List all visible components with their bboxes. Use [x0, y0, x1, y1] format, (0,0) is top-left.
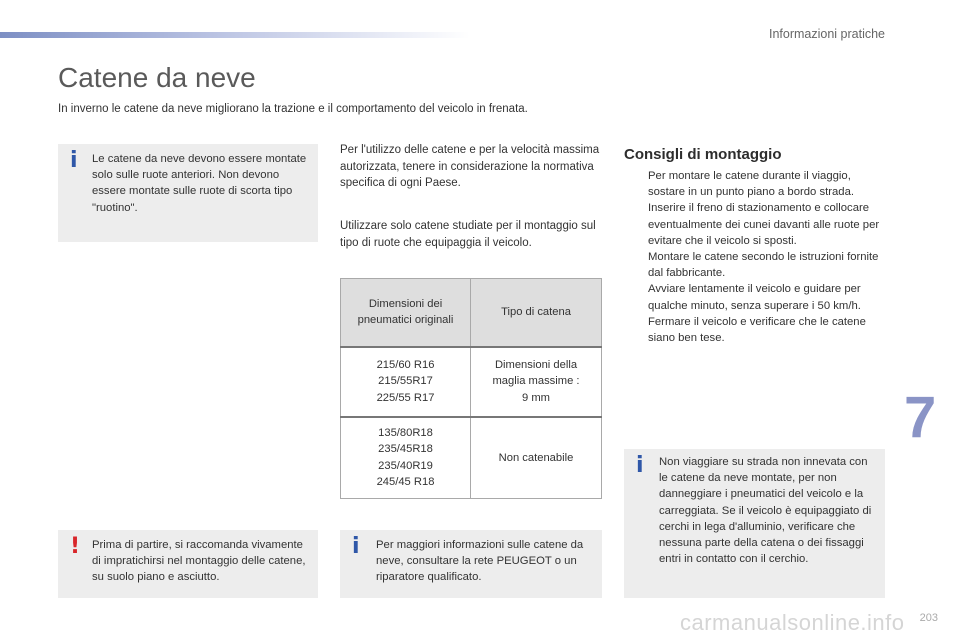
intro-text: In inverno le catene da neve migliorano la trazione e il comportamento del veicolo in frenata. [58, 103, 528, 115]
table-header-chain: Tipo di catena [471, 279, 602, 347]
table-header-row [341, 279, 602, 347]
list-item: Fermare il veicolo e verificare che le catene siano ben tese. [648, 315, 866, 345]
note-no-road [624, 449, 885, 598]
watermark: carmanualsonline.info [680, 610, 905, 635]
note-text: Per maggiori informazioni sulle catene da neve, consultare la rete PEUGEOT o un riparatore qualificato. [376, 539, 584, 584]
list-item: Avviare lentamente il veicolo e guidare per qualche minuto, senza superare i 50 km/h. [648, 283, 861, 312]
table-row [341, 417, 602, 499]
info-icon: i [636, 453, 644, 478]
list-item: Inserire il freno di stazionamento e collocare eventualmente dei cunei davanti alle ruote per evitare che il veicolo si sposti. [648, 202, 880, 247]
page-number: 203 [919, 612, 938, 624]
paragraph-suitable-chains: Utilizzare solo catene studiate per il montaggio sul tipo di ruote che equipaggia il veicolo. [340, 220, 596, 249]
warning-icon: ! [70, 534, 81, 559]
page-title: Catene da neve [58, 62, 256, 93]
section-label: Informazioni pratiche [768, 27, 885, 41]
tips-title: Consigli di montaggio [624, 146, 782, 163]
table-cell-sizes: 215/60 R16 215/55R17 225/55 R17 [341, 347, 471, 417]
table-row [341, 347, 602, 417]
note-text: Non viaggiare su strada non innevata con le catene da neve montate, per non danneggiare i pneumatici del veicolo e la carreggiata. Se il veicolo è equipaggiato di cerchi in lega d'alluminio, verificare che nessuna parte della catena o dei fissaggi entri in contatto con il cerchio. [659, 456, 872, 566]
tips-list [624, 168, 886, 346]
note-text: Prima di partire, si raccomanda vivamente di impratichirsi nel montaggio delle catene, su suolo piano e asciutto. [92, 539, 306, 584]
note-front-wheels [58, 144, 318, 242]
info-icon: i [70, 148, 78, 173]
list-item: Montare le catene secondo le istruzioni fornite dal fabbricante. [648, 251, 879, 280]
chapter-number: 7 [904, 385, 937, 450]
header-accent-bar [0, 32, 470, 38]
list-item: Per montare le catene durante il viaggio, sostare in un punto piano a bordo strada. [648, 170, 854, 199]
table-header-sizes: Dimensioni dei pneumatici originali [341, 279, 471, 347]
tyre-chain-table [340, 278, 602, 499]
paragraph-regulations: Per l'utilizzo delle catene e per la velocità massima autorizzata, tenere in considerazione la normativa specifica di ogni Paese. [340, 144, 600, 189]
table-cell-chain: Non catenabile [471, 417, 602, 499]
note-practice [58, 530, 318, 598]
table-cell-chain: Dimensioni della maglia massime : 9 mm [471, 347, 602, 417]
note-more-info [340, 530, 602, 598]
note-text: Le catene da neve devono essere montate solo sulle ruote anteriori. Non devono essere montate sulle ruote di scorta tipo "ruotino". [92, 153, 307, 214]
table-cell-sizes: 135/80R18 235/45R18 235/40R19 245/45 R18 [341, 417, 471, 499]
info-icon: i [352, 534, 360, 559]
